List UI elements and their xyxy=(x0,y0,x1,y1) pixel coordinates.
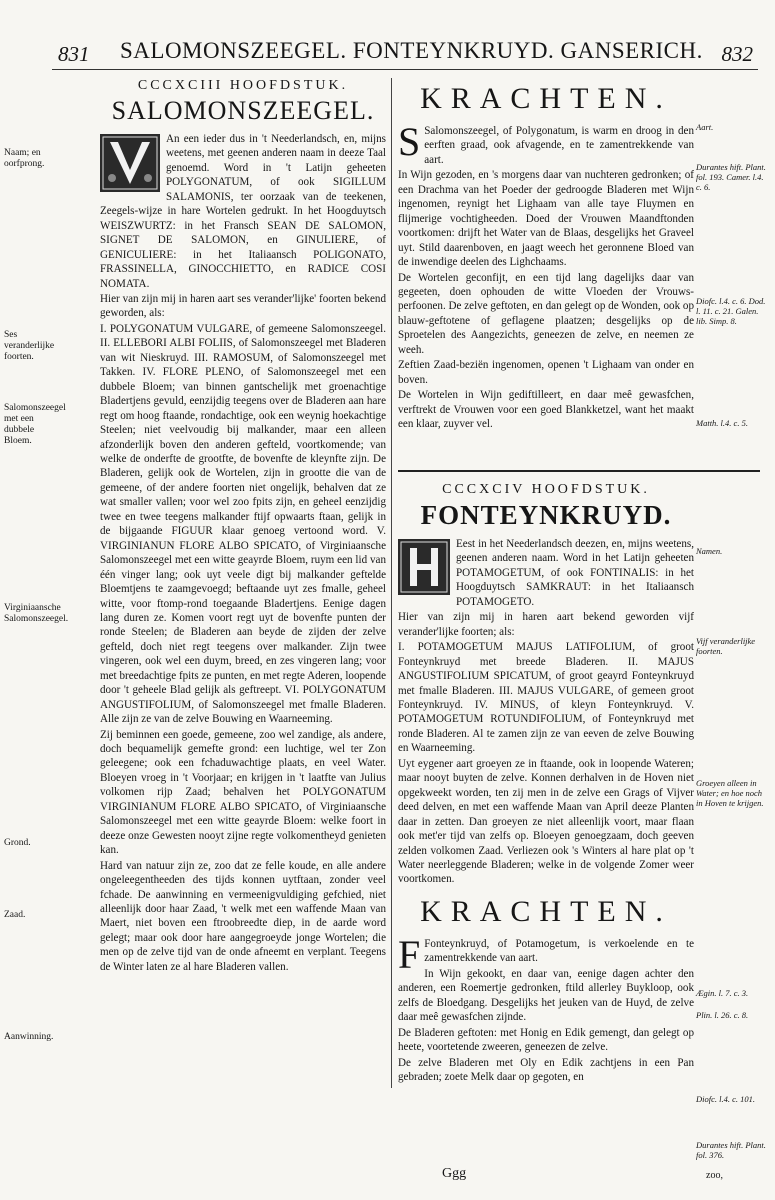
chapter-label: CCCXCIV HOOFDSTUK. xyxy=(442,482,650,497)
initial-s: S xyxy=(398,119,421,164)
margin-note: Diofc. l.4. c. 101. xyxy=(696,1094,756,1104)
paragraph xyxy=(398,119,694,167)
initial-f: F xyxy=(398,931,421,977)
margin-note: Ægin. l. 7. c. 3. xyxy=(696,988,749,998)
paragraph: Hard van natuur zijn ze, zoo dat ze felle koude, en alle andere ongeleegentheeden des tijds konnen uytftaan, zonder veel fchade. De aanwinning en vermeenigvuldiging gefchied, niet alleenlijk door haar Zaad, 't welk met een waffende Maan van Maert, niet boven een ftroobreedte diep, in de aarde word gelegt; maar ook door hare aangegroeyde jonge Wortelen; die men op de zelve tijd van de onde afneemt en verplant. Teegens de Winter laten ze al hare Bladeren vallen. xyxy=(100,859,386,973)
page-number-right: 832 xyxy=(721,42,753,66)
margin-note: Matth. l.4. c. 5. xyxy=(696,418,748,428)
paragraph: Eest in het Neederlandsch deezen, en, mijns weetens, geenen anderen naam. Word in het Latijn geheeten POTAMOGETUM, of ook FONTINALIS: in het Hoogduytsch SAMKRAUT: in het Italiaansch POTAMOGETO. xyxy=(456,538,694,608)
paragraph: De zelve Bladeren met Oly en Edik zachtjens in een Pan gebraden; zoete Melk daar op gegoten, en xyxy=(398,1056,694,1083)
paragraph: De Bladeren geftoten: met Honig en Edik gemengt, dan gelegt op heete, voortetende zweeren, geneezen de zelve. xyxy=(398,1026,694,1054)
left-column xyxy=(100,78,386,975)
paragraph: Zij beminnen een goede, gemeene, zoo wel zandige, als andere, doch bequamelijk gemefte grond: een luchtige, wel ter Zon geleegene; ook een fchaduwachtige plaats, en veel Water. Bloeyen vroeg in 't Voorjaar; en krijgen in 't laatfte van Julius volkomen rijp Zaad; behalven het POLYGONATUM VIRGINIANUM FLORE ALBO SPICATO, of Virginiaansche Salomonszeegel met een witte geayrde Bloem: welke foort in deeze onze Gewesten nooyt zijne regte volkomentheyd genieten kan. xyxy=(100,728,386,857)
chapter-label: CCCXCIII HOOFDSTUK. xyxy=(137,78,349,93)
chapter-title: SALOMONSZEEGEL. xyxy=(111,96,375,125)
margin-note: Durantes hift. Plant. fol. 193. Camer. l.4. c. 6. xyxy=(696,162,766,192)
margin-note: Durantes hift. Plant. fol. 376. xyxy=(696,1140,766,1160)
paragraph: Hier van zijn mij in haren aart ses verander'lijke' foorten bekend geworden, als: xyxy=(100,292,386,320)
running-head-title: SALOMONSZEEGEL. FONTEYNKRUYD. GANSERICH. xyxy=(120,38,703,63)
paragraph: Zeftien Zaad-beziën ingenomen, openen 't Lighaam van onder en boven. xyxy=(398,359,694,386)
paragraph: I. POTAMOGETUM MAJUS LATIFOLIUM, of groot Fonteynkruyd met breede Bladeren. II. MAJUS ANGUSTIFOLIUM SPICATUM, of groot geayrd Fonteynkruyd met fmalle Bladeren. III. MAJUS VULGARE, of gemeen groot Fonteynkruyd. IV. MINUS, of kleyn Fonteynkruyd. V. POTAMOGETUM ROTUNDIFOLIUM, of Fonteynkruyd met ronde Bladeren. Al te zamen zijn ze van eeven de zelve Bouwing en Waarneeming. xyxy=(398,641,694,755)
margin-note: Grond. xyxy=(4,838,31,848)
chapter-title: FONTEYNKRUYD. xyxy=(420,500,672,530)
paragraph: An een ieder dus in 't Neederlandsch, en, mijns weetens, met geenen anderen naam in deeze Taal genoemd. Word in 't Latijn geheeten POLYGONATUM, of ook SIGILLUM SALAMONIS, ter oorzaak van de teekenen, Zeegels-wijze in hare Wortelen gedrukt. In het Hoogduytsch WEISZWURTZ: in het Fransch SEAN DE SALOMON, SIGNET DE SALOMON, en GINULIERE, of GENICULIERE: in het Italiaansch POLIGONATO, FRASSINELLA, GINOCCHIETTO, en RADICE COSI NOMATA. xyxy=(100,133,386,290)
head-rule xyxy=(52,69,758,70)
margin-note: Virginiaansche Salomonszeegel. xyxy=(4,603,69,624)
margin-note: Ses veranderlijke foorten. xyxy=(4,330,55,362)
catchword: zoo, xyxy=(706,1170,723,1181)
paragraph: In Wijn gezoden, en 's morgens daar van nuchteren gedronken; of een Drachma van het Poeder der gedroogde Bladeren met Wijn ingenomen, reynigt het Lighaam van alle taye Fluymen en flijmerige vochtigheeden. Doed der Vrouwen Maandftonden voortkomen: drijft het Water van de Blaas, desgelijks het Graveel uyt. Stild daarenboven, en jaagt weech het geronnene Bloed van de inwendige deelen des Lighchaams. xyxy=(398,169,694,269)
paragraph-text: Salomonszeegel, of Polygonatum, is warm en droog in den eerften graad, ook afvagende, en te zamentrekkende van aart. xyxy=(424,125,694,166)
paragraph: De Wortelen in Wijn gediftilleert, en daar meê gewasfchen, verftrekt de Vrouwen voor een goed Blankketzel, want het maakt een klaar, zuyver vel. xyxy=(398,389,694,431)
paragraph: I. POLYGONATUM VULGARE, of gemeene Salomonszeegel. II. ELLEBORI ALBI FOLIIS, of Salomonszeegel met Bladeren van wit Nieskruyd. III. RAMOSUM, of Salomonszeegel met Takken. IV. FLORE PLENO, of Salomonszeegel met een dubbele Bloem; van binnen gantschelijk met groenachtige Bladertjens gevuld, eenzijdig teegens over de Bladeren aan hare regt om hoog ftaande, rondachtige, ook een weynig hoekachtige Steelen; niet veelvoudig bij malkander, maar een alleen afzonderlijk boven den anderen gefteld, voortkomende; van welke de onderfte de grootfte, de bovenfte de kleynfte zijn. De Bladeren, gelijk ook de Wortelen, zijn in grootte die van de gemeene, of der andere foorten niet ongelijk, behalven dat ze wat smaller vallen; voor wel zoo fpits zijn, en geheel eenzijdig twee en twee teegens malkander ftijf opwaarts ftaan, gelijk in de bijgaande FIGUUR klaar genoeg vertoond word. V. VIRGINIANUN FLORE ALBO SPICATO, of Virginiaansche Salomonszeegel met een witte geayrde Bloem, ruym een lid van één vinger lang; ook uyt veele digt bij malkander geftelde Bloemtjens te zaamgevoegd; beftaande uyt zes fmalle, geheel witte, voor ftomp-rond toegaande Bladertjens. Eenige dagen lang duren ze. Komen voort regt uyt de bovenfte punten der ronde Steelen; de Bladeren aan beyde de zijden der zelve gefteld, doch niet regt teegens over malkander. Zijn twee vingeren, ook wel een duym, breed, en zes vingeren lang; voor met breedachtige fpits ze punten, en met regte Aderen, loopende door 't geheele Blad gelijk als geftreept. VI. POLYGONATUM ANGUSTIFOLIUM, of Salomonszeegel met fmalle Bladeren. Alle zijn ze van de zelve Bouwing en Waarneeming. xyxy=(100,322,386,726)
margin-note: Namen. xyxy=(696,546,723,556)
decorated-initial-h xyxy=(398,539,450,595)
margin-note: Groeyen alleen in Water; en hoe noch in Hoven te krijgen. xyxy=(696,778,764,808)
paragraph xyxy=(398,931,694,977)
right-column xyxy=(398,78,694,433)
margin-note: Diofc. l.4. c. 6. Dod. l. 11. c. 21. Galen. lib. Simp. 8. xyxy=(696,296,766,326)
right-column-chapter xyxy=(398,482,694,1085)
margin-note: Aart. xyxy=(696,122,714,132)
margin-note: Salomonszeegel met een dubbele Bloem. xyxy=(4,403,66,446)
margin-note: Plin. l. 26. c. 8. xyxy=(696,1010,749,1020)
margin-note: Vijf veranderlijke foorten. xyxy=(696,636,756,656)
column-divider xyxy=(391,78,392,1088)
page-number-left: 831 xyxy=(58,42,90,66)
paragraph-text: Fonteynkruyd, of Potamogetum, is verkoelende en te zamentrekkende van aart. xyxy=(424,937,694,965)
margin-note: Zaad. xyxy=(4,910,26,920)
section-rule xyxy=(398,470,760,472)
signature-mark: Ggg xyxy=(442,1166,467,1181)
section-heading: KRACHTEN. xyxy=(420,894,672,928)
margin-note: Aanwinning. xyxy=(4,1032,54,1042)
decorated-initial-v xyxy=(100,134,160,192)
paragraph: In Wijn gekookt, en daar van, eenige dagen achter den anderen, een Roemertje gedronken, ftild allerley Buykloop, ook zelfs de Bloedgang. Desgelijks het jeuken van de Huyd, de zelve daar meê gewasfchen zijnde. xyxy=(398,967,694,1024)
paragraph: De Wortelen geconfijt, en een tijd lang dagelijks daar van gegeeten, doen ophouden de witte Vloeden der Vrouws-perfoonen. De zelve geftoten, en dan gelegt op de Wonden, ook op blauw-geftotene of geflagene plaatzen; desgelijks op de Sproetelen des Aangezichts, geneezen de zelve, en neemen ze weeh. xyxy=(398,271,694,356)
paragraph: Uyt eygener aart groeyen ze in ftaande, ook in loopende Wateren; maar nooyt buyten de zelve. Konnen derhalven in de Hoven niet opgekweekt worden, ten zij men in de zelve een Grags of Vijver deed delven, en met een waffende Maan van April deeze Planten daar in zetten. Dan groeyen ze niet alleenlijk voort, maar flaan ook met'er tijd van zelfs op. Bloeyen genoegzaam, doch geeven zelden volkomen Zaad. Verliezen ook 's Winters al hare plat op 't Water neerleggende Bladeren; welke in de volgende Zomer weer voortkomen. xyxy=(398,757,694,886)
section-heading: KRACHTEN. xyxy=(420,82,672,115)
running-head xyxy=(0,30,775,70)
margin-note: Naam; en oorfprong. xyxy=(4,148,45,169)
paragraph: Hier van zijn mij in haren aart bekend geworden vijf verander'lijke foorten; als: xyxy=(398,611,694,638)
